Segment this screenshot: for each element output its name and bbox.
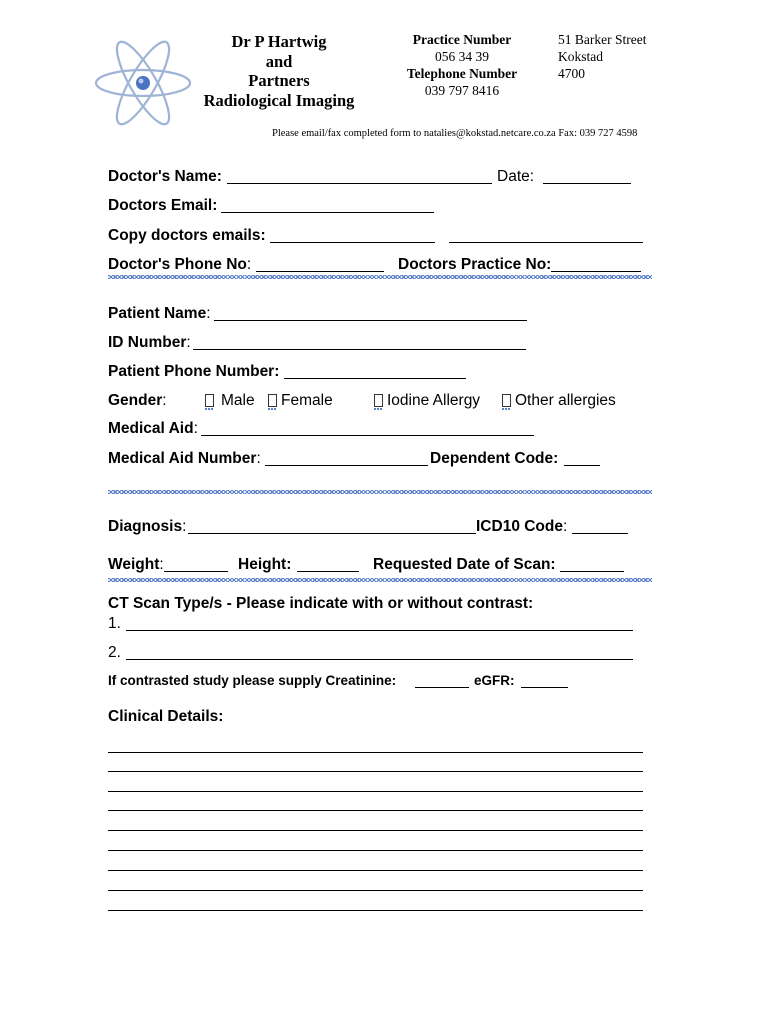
label-colon: : <box>193 420 198 437</box>
requested-date-field[interactable] <box>560 571 624 572</box>
clinical-details-line[interactable] <box>108 810 643 811</box>
male-checkbox[interactable] <box>205 394 214 407</box>
practice-contact <box>395 31 529 99</box>
date-field[interactable] <box>543 183 631 184</box>
atom-logo-icon <box>92 38 194 128</box>
icd10-label <box>476 518 567 536</box>
clinical-details-line[interactable] <box>108 870 643 871</box>
weight-label-text: Weight <box>108 556 160 573</box>
doctor-name-label: Doctor's Name: <box>108 168 222 185</box>
date-label: Date: <box>497 168 535 185</box>
creatinine-field[interactable] <box>415 687 469 688</box>
copy-email-field-1[interactable] <box>270 242 435 243</box>
doctor-phone-label-text: Doctor's Phone No <box>108 256 247 273</box>
iodine-allergy-checkbox[interactable] <box>374 394 383 407</box>
patient-name-label <box>108 305 211 323</box>
practice-name-line: Dr P Hartwig <box>231 32 327 51</box>
gender-label-text: Gender <box>108 392 163 409</box>
weight-label <box>108 556 164 574</box>
icd10-field[interactable] <box>572 533 628 534</box>
practice-name-line: Radiological Imaging <box>203 90 355 110</box>
male-label: Male <box>221 392 255 409</box>
other-allergies-checkbox[interactable] <box>502 394 511 407</box>
dependent-code-field[interactable] <box>564 465 600 466</box>
female-label: Female <box>281 392 333 409</box>
label-colon: : <box>159 556 164 573</box>
practice-name-line: Partners <box>248 71 310 90</box>
telephone-label: Telephone Number <box>406 66 518 81</box>
egfr-field[interactable] <box>521 687 568 688</box>
doctor-phone-colon: : <box>246 256 252 273</box>
diagnosis-label-text: Diagnosis <box>108 518 183 535</box>
egfr-label: eGFR: <box>474 673 515 688</box>
telephone-number: 039 797 8416 <box>424 83 500 98</box>
practice-name <box>198 32 360 110</box>
medical-aid-number-field[interactable] <box>265 465 428 466</box>
patient-name-label-text: Patient Name <box>108 305 207 322</box>
doctor-email-label: Doctors Email: <box>108 197 218 214</box>
practice-number-label: Practice Number <box>412 32 512 47</box>
ct-scan-heading: CT Scan Type/s - Please indicate with or without contrast: <box>108 595 534 612</box>
section-divider <box>108 578 652 582</box>
clinical-details-line[interactable] <box>108 890 643 891</box>
medical-aid-number-label <box>108 450 261 468</box>
other-allergies-label: Other allergies <box>515 392 616 409</box>
section-divider <box>108 275 652 279</box>
address-line: 4700 <box>558 66 585 81</box>
id-number-label <box>108 334 191 352</box>
copy-emails-label: Copy doctors emails: <box>108 227 266 244</box>
medical-aid-label <box>108 420 198 438</box>
doctor-email-field[interactable] <box>221 212 434 213</box>
ct-line-2-number: 2. <box>108 644 121 661</box>
female-checkbox[interactable] <box>268 394 277 407</box>
practice-number: 056 34 39 <box>435 49 489 64</box>
practice-no-field[interactable] <box>551 271 641 272</box>
diagnosis-field[interactable] <box>188 533 476 534</box>
address-line: Kokstad <box>558 49 603 64</box>
gender-label <box>108 392 167 410</box>
requested-date-label: Requested Date of Scan: <box>373 556 556 573</box>
ct-scan-type-field-2[interactable] <box>126 659 633 660</box>
address <box>558 31 646 82</box>
medical-aid-field[interactable] <box>201 435 534 436</box>
patient-phone-label: Patient Phone Number: <box>108 363 280 380</box>
iodine-allergy-label: Iodine Allergy <box>387 392 481 409</box>
label-colon: : <box>186 334 191 351</box>
label-colon: : <box>256 450 261 467</box>
practice-no-label: Doctors Practice No: <box>398 256 552 273</box>
doctor-phone-label <box>108 256 251 274</box>
height-field[interactable] <box>297 571 359 572</box>
id-number-field[interactable] <box>193 349 526 350</box>
ct-line-1-number: 1. <box>108 615 121 632</box>
email-fax-note: Please email/fax completed form to natalies@kokstad.netcare.co.za Fax: 039 727 4598 <box>272 128 638 139</box>
clinical-details-line[interactable] <box>108 771 643 772</box>
label-colon: : <box>162 392 167 409</box>
label-colon: : <box>206 305 211 322</box>
clinical-details-line[interactable] <box>108 830 643 831</box>
section-divider <box>108 490 652 494</box>
doctor-phone-field[interactable] <box>256 271 384 272</box>
weight-field[interactable] <box>164 571 228 572</box>
label-colon: : <box>182 518 187 535</box>
patient-phone-field[interactable] <box>284 378 466 379</box>
address-line: 51 Barker Street <box>558 32 647 47</box>
doctor-name-field[interactable] <box>227 183 492 184</box>
label-colon: : <box>563 518 568 535</box>
clinical-details-line[interactable] <box>108 752 643 753</box>
clinical-details-line[interactable] <box>108 791 643 792</box>
dependent-code-label: Dependent Code: <box>430 450 559 467</box>
copy-email-field-2[interactable] <box>449 242 643 243</box>
clinical-details-line[interactable] <box>108 910 643 911</box>
medical-aid-number-label-text: Medical Aid Number <box>108 450 257 467</box>
ct-scan-type-field-1[interactable] <box>126 630 633 631</box>
creatinine-label: If contrasted study please supply Creatinine: <box>108 673 397 688</box>
icd10-label-text: ICD10 Code <box>476 518 563 535</box>
clinical-details-label: Clinical Details: <box>108 708 224 725</box>
medical-aid-label-text: Medical Aid <box>108 420 194 437</box>
id-number-label-text: ID Number <box>108 334 187 351</box>
patient-name-field[interactable] <box>214 320 527 321</box>
practice-name-line: and <box>265 51 293 71</box>
clinical-details-line[interactable] <box>108 850 643 851</box>
height-label: Height: <box>238 556 292 573</box>
diagnosis-label <box>108 518 186 536</box>
